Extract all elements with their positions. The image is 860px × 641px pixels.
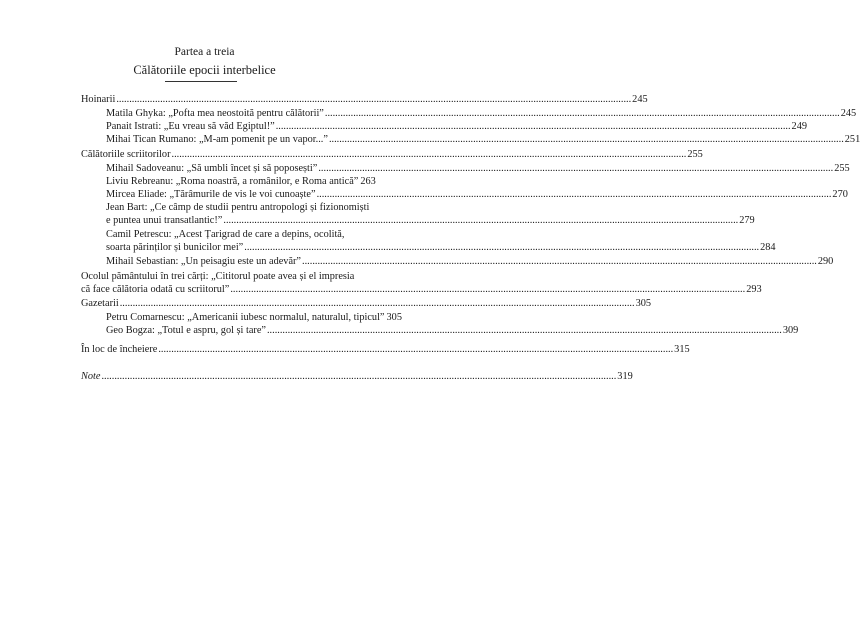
toc-entry-ghyka[interactable] bbox=[106, 107, 857, 120]
toc-entry-hoinarii[interactable] bbox=[81, 93, 648, 106]
toc-entry-title-line1: Ocolul pământului în trei cărți: „Cititorul poate avea și el impresia bbox=[81, 271, 355, 282]
toc-entry-bogza[interactable] bbox=[106, 324, 799, 337]
toc-entry-title: Mihai Tican Rumano: „M-am pomenit pe un vapor...” bbox=[106, 134, 328, 145]
toc-entry-page: 315 bbox=[674, 344, 690, 355]
toc-entry-title: Panait Istrati: „Eu vreau să văd Egiptul!” bbox=[106, 121, 275, 132]
toc-entry-page: 255 bbox=[687, 149, 703, 160]
toc-entry-title: Matila Ghyka: „Pofta mea neostoită pentru călătorii” bbox=[106, 108, 324, 119]
toc-entry-sadoveanu[interactable] bbox=[106, 162, 850, 175]
toc-entry-page: 245 bbox=[632, 94, 648, 105]
toc-entry-title: Liviu Rebreanu: „Roma noastră, a românilor, e Roma antică” bbox=[106, 176, 359, 187]
toc-entry-incheiere[interactable] bbox=[81, 343, 690, 356]
toc-entry-istrati[interactable] bbox=[106, 120, 807, 133]
toc-entry-page: 251 bbox=[844, 134, 860, 145]
toc-entry-title-line1: Camil Petrescu: „Acest Țarigrad de care a depins, ocolită, bbox=[106, 229, 345, 240]
toc-entry-title: În loc de încheiere bbox=[81, 344, 158, 355]
toc-entry-ocolul[interactable] bbox=[81, 270, 762, 296]
toc-entry-title: Mihail Sadoveanu: „Să umbli încet și să poposești” bbox=[106, 163, 318, 174]
toc-entry-scriitori[interactable] bbox=[81, 148, 703, 161]
toc-entry-page: 305 bbox=[635, 298, 652, 309]
toc-entry-title-line2: e puntea unui transatlantic!” bbox=[106, 215, 223, 226]
toc-entry-page: 249 bbox=[791, 121, 807, 132]
toc-entry-title: Hoinarii bbox=[81, 94, 116, 105]
toc-entry-eliade[interactable] bbox=[106, 188, 848, 201]
toc-entry-title: Mihail Sebastian: „Un peisagiu este un adevăr” bbox=[106, 256, 302, 267]
toc-entry-title-line2: soarta părinților și bunicilor mei” bbox=[106, 242, 244, 253]
toc-entry-comarnescu[interactable] bbox=[106, 311, 402, 324]
toc-entry-rebreanu[interactable] bbox=[106, 175, 376, 188]
toc-entry-title: Petru Comarnescu: „Americanii iubesc normalul, naturalul, tipicul” bbox=[106, 312, 385, 323]
toc-entry-note[interactable] bbox=[81, 370, 633, 383]
toc-entry-page: 263 bbox=[360, 176, 376, 187]
toc-entry-sebastian[interactable] bbox=[106, 255, 834, 268]
toc-entry-petrescu[interactable] bbox=[106, 228, 776, 254]
toc-entry-page: 309 bbox=[782, 325, 799, 336]
part-title: Călătoriile epocii interbelice bbox=[133, 63, 276, 77]
toc-entry-rumano[interactable] bbox=[106, 133, 860, 146]
toc-entry-page: 279 bbox=[739, 215, 755, 226]
part-label: Partea a treia bbox=[174, 46, 235, 58]
toc-entry-title: Geo Bogza: „Totul e aspru, gol și tare” bbox=[106, 325, 266, 336]
toc-entry-title-line1: Jean Bart: „Ce câmp de studii pentru antropologi și fizionomiști bbox=[106, 202, 370, 213]
toc-entry-page: 245 bbox=[840, 108, 857, 119]
toc-entry-page: 319 bbox=[617, 371, 633, 382]
toc-entry-page: 284 bbox=[760, 242, 776, 253]
toc-entry-title: Note bbox=[81, 371, 101, 382]
toc-entry-page: 255 bbox=[834, 163, 850, 174]
toc-entry-title: Gazetarii bbox=[81, 298, 119, 309]
toc-entry-title: Mircea Eliade: „Tărâmurile de vis le voi cunoaște” bbox=[106, 189, 316, 200]
toc-entry-page: 305 bbox=[386, 312, 402, 323]
toc-entry-page: 290 bbox=[817, 256, 834, 267]
toc-entry-title: Călătoriile scriitorilor bbox=[81, 149, 171, 160]
toc-entry-gazetarii[interactable] bbox=[81, 297, 652, 310]
toc-entry-page: 293 bbox=[746, 284, 762, 295]
title-divider bbox=[165, 81, 237, 82]
toc-entry-bart[interactable] bbox=[106, 201, 755, 227]
toc-entry-title-line2: că face călătoria odată cu scriitorul” bbox=[81, 284, 230, 295]
toc-entry-page: 270 bbox=[832, 189, 848, 200]
